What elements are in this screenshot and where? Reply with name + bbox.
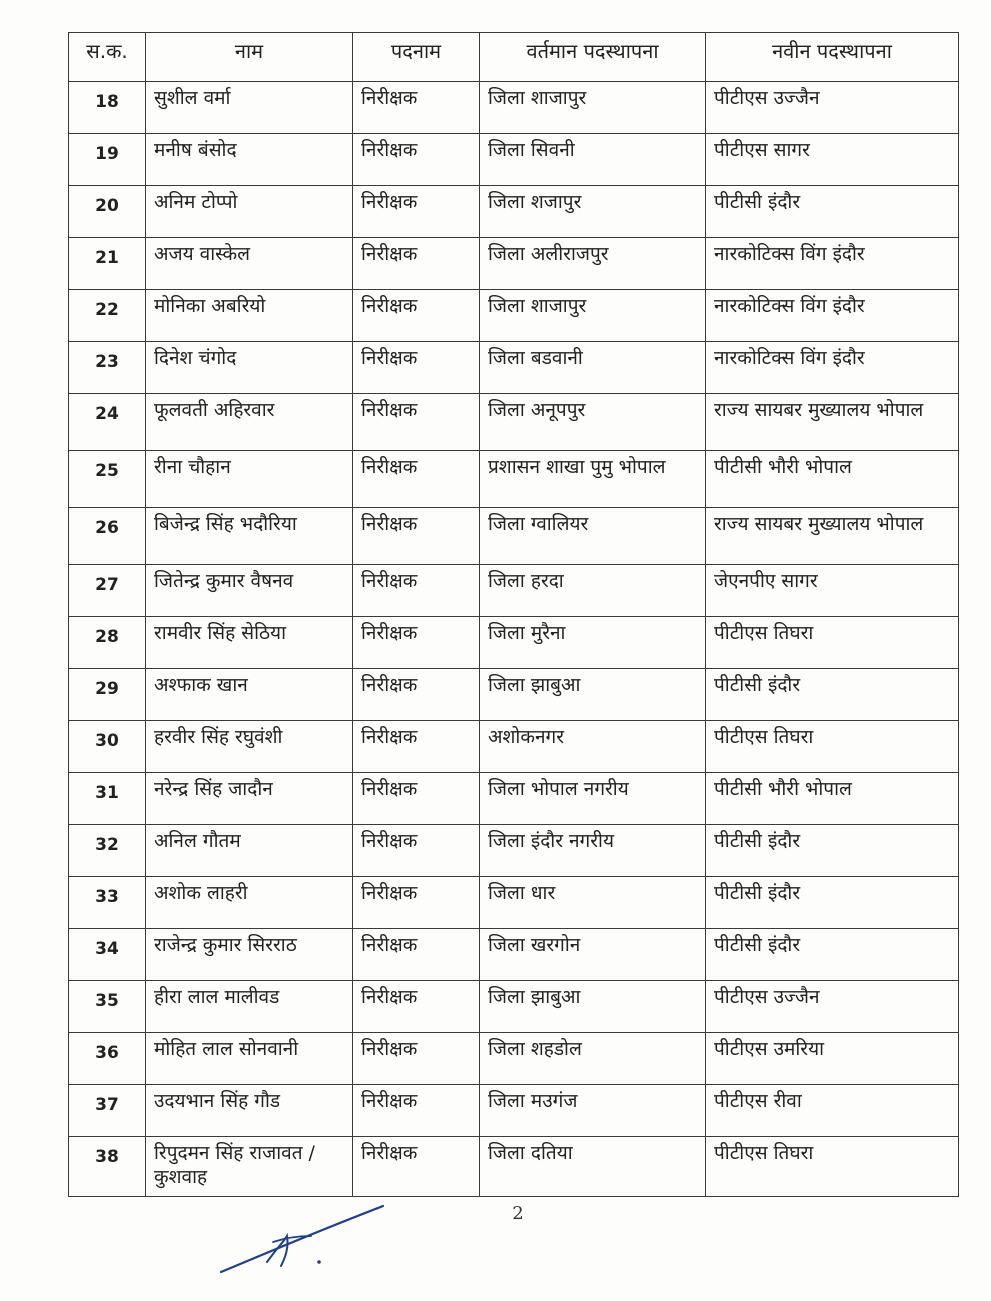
serial-cell: 20: [69, 186, 146, 238]
table-row: [69, 186, 959, 238]
current-posting-cell: जिला इंदौर नगरीय: [480, 825, 706, 877]
table-row: [69, 508, 959, 565]
name-cell: मनीष बंसोद: [146, 134, 353, 186]
table-row: [69, 773, 959, 825]
designation-cell: निरीक्षक: [353, 825, 480, 877]
name-cell: उदयभान सिंह गौड: [146, 1085, 353, 1137]
table-row: [69, 1085, 959, 1137]
current-posting-cell: जिला शहडोल: [480, 1033, 706, 1085]
name-cell: अनिम टोप्पो: [146, 186, 353, 238]
name-cell: अनिल गौतम: [146, 825, 353, 877]
table-row: [69, 877, 959, 929]
designation-cell: निरीक्षक: [353, 877, 480, 929]
serial-cell: 23: [69, 342, 146, 394]
new-posting-cell: पीटीसी इंदौर: [706, 929, 959, 981]
current-posting-cell: अशोकनगर: [480, 721, 706, 773]
signature-icon: [215, 1196, 395, 1281]
new-posting-cell: पीटीएस उज्जैन: [706, 82, 959, 134]
serial-cell: 24: [69, 394, 146, 451]
new-posting-cell: पीटीएस तिघरा: [706, 1137, 959, 1197]
name-cell: अशोक लाहरी: [146, 877, 353, 929]
name-cell: अश्फाक खान: [146, 669, 353, 721]
current-posting-cell: जिला दतिया: [480, 1137, 706, 1197]
designation-cell: निरीक्षक: [353, 721, 480, 773]
current-posting-cell: जिला शाजापुर: [480, 82, 706, 134]
current-posting-cell: जिला अलीराजपुर: [480, 238, 706, 290]
name-cell: रिपुदमन सिंह राजावत / कुशवाह: [146, 1137, 353, 1197]
designation-cell: निरीक्षक: [353, 238, 480, 290]
table-row: [69, 238, 959, 290]
table-row: [69, 290, 959, 342]
serial-cell: 25: [69, 451, 146, 508]
serial-cell: 32: [69, 825, 146, 877]
designation-cell: निरीक्षक: [353, 929, 480, 981]
table-body: [69, 82, 959, 1197]
new-posting-cell: पीटीएस तिघरा: [706, 617, 959, 669]
table-row: [69, 1137, 959, 1197]
table-row: [69, 721, 959, 773]
serial-cell: 36: [69, 1033, 146, 1085]
serial-cell: 31: [69, 773, 146, 825]
serial-cell: 26: [69, 508, 146, 565]
new-posting-cell: पीटीएस उज्जैन: [706, 981, 959, 1033]
serial-cell: 21: [69, 238, 146, 290]
serial-cell: 29: [69, 669, 146, 721]
serial-cell: 33: [69, 877, 146, 929]
new-posting-cell: पीटीसी भौरी भोपाल: [706, 773, 959, 825]
serial-cell: 27: [69, 565, 146, 617]
header-new-posting: नवीन पदस्थापना: [706, 33, 959, 82]
table-row: [69, 134, 959, 186]
serial-cell: 34: [69, 929, 146, 981]
name-cell: फूलवती अहिरवार: [146, 394, 353, 451]
serial-cell: 28: [69, 617, 146, 669]
table-row: [69, 1033, 959, 1085]
current-posting-cell: जिला सिवनी: [480, 134, 706, 186]
table-row: [69, 82, 959, 134]
designation-cell: निरीक्षक: [353, 451, 480, 508]
new-posting-cell: राज्य सायबर मुख्यालय भोपाल: [706, 508, 959, 565]
name-cell: रीना चौहान: [146, 451, 353, 508]
name-cell: बिजेन्द्र सिंह भदौरिया: [146, 508, 353, 565]
serial-cell: 35: [69, 981, 146, 1033]
current-posting-cell: जिला हरदा: [480, 565, 706, 617]
designation-cell: निरीक्षक: [353, 508, 480, 565]
new-posting-cell: जेएनपीए सागर: [706, 565, 959, 617]
designation-cell: निरीक्षक: [353, 773, 480, 825]
designation-cell: निरीक्षक: [353, 1137, 480, 1197]
designation-cell: निरीक्षक: [353, 1033, 480, 1085]
serial-cell: 37: [69, 1085, 146, 1137]
current-posting-cell: जिला शाजापुर: [480, 290, 706, 342]
name-cell: राजेन्द्र कुमार सिरराठ: [146, 929, 353, 981]
serial-cell: 19: [69, 134, 146, 186]
name-cell: रामवीर सिंह सेठिया: [146, 617, 353, 669]
table-header: [69, 33, 959, 82]
table-row: [69, 669, 959, 721]
table-row: [69, 451, 959, 508]
name-cell: सुशील वर्मा: [146, 82, 353, 134]
current-posting-cell: जिला अनूपपुर: [480, 394, 706, 451]
table-row: [69, 617, 959, 669]
current-posting-cell: जिला धार: [480, 877, 706, 929]
designation-cell: निरीक्षक: [353, 669, 480, 721]
name-cell: दिनेश चंगोद: [146, 342, 353, 394]
new-posting-cell: पीटीसी इंदौर: [706, 186, 959, 238]
current-posting-cell: जिला ग्वालियर: [480, 508, 706, 565]
name-cell: मोहित लाल सोनवानी: [146, 1033, 353, 1085]
designation-cell: निरीक्षक: [353, 1085, 480, 1137]
designation-cell: निरीक्षक: [353, 342, 480, 394]
current-posting-cell: जिला मुरैना: [480, 617, 706, 669]
table-row: [69, 929, 959, 981]
header-serial: स.क.: [69, 33, 146, 82]
new-posting-cell: पीटीएस सागर: [706, 134, 959, 186]
name-cell: अजय वास्केल: [146, 238, 353, 290]
designation-cell: निरीक्षक: [353, 565, 480, 617]
table-row: [69, 825, 959, 877]
table-row: [69, 981, 959, 1033]
name-cell: हरवीर सिंह रघुवंशी: [146, 721, 353, 773]
page-number: 2: [512, 1203, 524, 1224]
designation-cell: निरीक्षक: [353, 290, 480, 342]
new-posting-cell: नारकोटिक्स विंग इंदौर: [706, 342, 959, 394]
current-posting-cell: जिला मउगंज: [480, 1085, 706, 1137]
current-posting-cell: जिला खरगोन: [480, 929, 706, 981]
serial-cell: 18: [69, 82, 146, 134]
designation-cell: निरीक्षक: [353, 134, 480, 186]
current-posting-cell: जिला झाबुआ: [480, 981, 706, 1033]
current-posting-cell: जिला बडवानी: [480, 342, 706, 394]
serial-cell: 30: [69, 721, 146, 773]
new-posting-cell: नारकोटिक्स विंग इंदौर: [706, 238, 959, 290]
table-row: [69, 342, 959, 394]
name-cell: नरेन्द्र सिंह जादौन: [146, 773, 353, 825]
header-current-posting: वर्तमान पदस्थापना: [480, 33, 706, 82]
serial-cell: 22: [69, 290, 146, 342]
designation-cell: निरीक्षक: [353, 617, 480, 669]
new-posting-cell: नारकोटिक्स विंग इंदौर: [706, 290, 959, 342]
new-posting-cell: पीटीसी भौरी भोपाल: [706, 451, 959, 508]
table-row: [69, 394, 959, 451]
current-posting-cell: जिला भोपाल नगरीय: [480, 773, 706, 825]
serial-cell: 38: [69, 1137, 146, 1197]
name-cell: जितेन्द्र कुमार वैषनव: [146, 565, 353, 617]
designation-cell: निरीक्षक: [353, 981, 480, 1033]
current-posting-cell: प्रशासन शाखा पुमु भोपाल: [480, 451, 706, 508]
current-posting-cell: जिला झाबुआ: [480, 669, 706, 721]
current-posting-cell: जिला शजापुर: [480, 186, 706, 238]
designation-cell: निरीक्षक: [353, 82, 480, 134]
new-posting-cell: पीटीएस रीवा: [706, 1085, 959, 1137]
new-posting-cell: राज्य सायबर मुख्यालय भोपाल: [706, 394, 959, 451]
new-posting-cell: पीटीसी इंदौर: [706, 877, 959, 929]
designation-cell: निरीक्षक: [353, 186, 480, 238]
name-cell: मोनिका अबरियो: [146, 290, 353, 342]
name-cell: हीरा लाल मालीवड: [146, 981, 353, 1033]
table-row: [69, 565, 959, 617]
new-posting-cell: पीटीएस तिघरा: [706, 721, 959, 773]
header-name: नाम: [146, 33, 353, 82]
designation-cell: निरीक्षक: [353, 394, 480, 451]
new-posting-cell: पीटीसी इंदौर: [706, 669, 959, 721]
new-posting-cell: पीटीएस उमरिया: [706, 1033, 959, 1085]
new-posting-cell: पीटीसी इंदौर: [706, 825, 959, 877]
transfer-table: [68, 32, 959, 1197]
header-designation: पदनाम: [353, 33, 480, 82]
